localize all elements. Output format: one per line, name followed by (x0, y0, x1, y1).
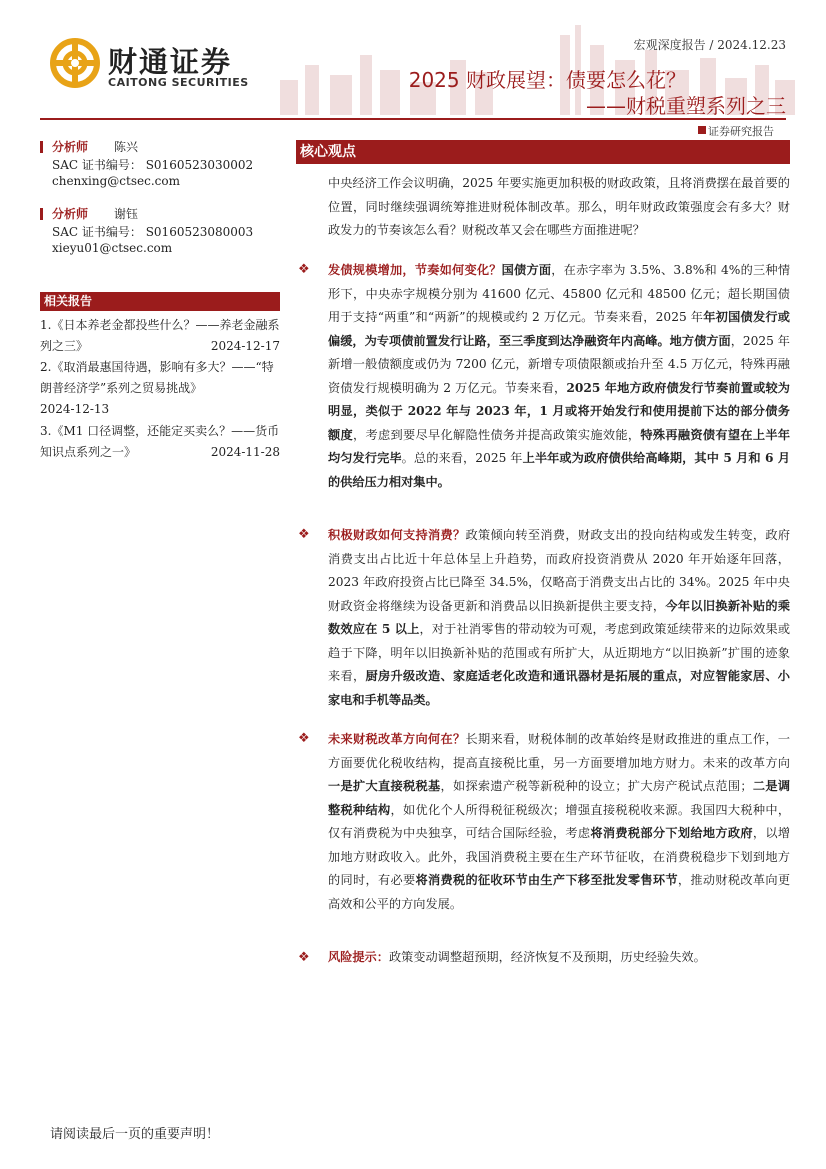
analyst-name: 陈兴 (114, 140, 139, 154)
analyst-email[interactable]: xieyu01@ctsec.com (52, 241, 173, 255)
related-reports-heading: 相关报告 (40, 292, 280, 311)
header-divider (40, 118, 786, 120)
related-report-date: 2024-11-28 (210, 445, 280, 459)
section-heading: 发债规模增加，节奏如何变化？ (328, 263, 502, 277)
logo-english-name: CAITONG SECURITIES (108, 76, 249, 89)
related-report-date: 2024-12-13 (40, 402, 110, 416)
section-risk-warning: 风险提示：政策变动调整超预期，经济恢复不及预期，历史经验失效。 (328, 950, 706, 964)
related-report-item[interactable] (40, 421, 280, 463)
report-title: 2025 财政展望：债要怎么花？ (408, 68, 686, 92)
section-heading: 风险提示： (328, 950, 389, 964)
intro-paragraph: 中央经济工作会议明确，2025 年要实施更加积极的财政政策，且将消费摆在最首要的位置，同时继续强调统筹推进财税体制改革。那么，明年财政政策强度会有多大？财政发力的节奏该怎么看？财税改革又会在哪些方面推进呢？ (328, 176, 790, 237)
related-report-title: 3.《M1 口径调整，还能定买卖么？——货币知识点系列之一》 (40, 424, 280, 459)
report-category-date: 宏观深度报告 / 2024.12.23 (633, 38, 786, 52)
core-viewpoints-heading: 核心观点 (296, 140, 790, 164)
related-report-item[interactable] (40, 357, 280, 420)
analyst-bar (40, 141, 43, 153)
footer-disclaimer-note: 请阅读最后一页的重要声明！ (50, 1127, 220, 1142)
report-type-marker-icon (698, 126, 706, 134)
section-consumption-support: 积极财政如何支持消费？政策倾向转至消费，财政支出的投向结构或发生转变，政府消费支出占比近十年总体呈上升趋势，而政府投资消费从 2020 年开始逐年回落，2023 年政府投资占比已降至 34.5%，仅略高于消费支出占比的 34%。2025 年中央财政资金将继续为设备更新和消费品以旧换新提供主要支持，今年以旧换新补贴的乘数效应在 5 以上，对于社消零售的带动较为可观，考虑到政策延续带来的边际效果或趋于下降，明年以旧换新补贴的范围或有所扩大，从近期地方“以旧换新”扩围的迹象来看，厨房升级改造、家庭适老化改造和通讯器材是拓展的重点，对应智能家居、小家电和手机等品类。 (328, 528, 791, 707)
section-tax-reform: 未来财税改革方向何在？长期来看，财税体制的改革始终是财政推进的重点工作，一方面要优化税收结构，提高直接税比重，另一方面要增加地方财力。未来的改革方向一是扩大直接税税基，如探索遗产税等新税种的设立；扩大房产税试点范围；二是调整税种结构，如优化个人所得税征税级次；增强直接税税收来源。我国四大税种中，仅有消费税为中央独享，可结合国际经验，考虑将消费税部分下划给地方政府，以增加地方财政收入。此外，我国消费税主要在生产环节征收，在消费税稳步下划到地方的同时，有必要将消费税的征收环节由生产下移至批发零售环节，推动财税改革向更高效和公平的方向发展。 (328, 732, 791, 911)
company-logo (50, 38, 250, 94)
related-report-title: 2.《取消最惠国待遇，影响有多大？——“特朗普经济学”系列之贸易挑战》 (40, 360, 274, 395)
caitong-logo-icon (50, 38, 100, 88)
diamond-bullet-icon: ❖ (298, 262, 310, 277)
section-debt-issuance: 发债规模增加，节奏如何变化？国债方面，在赤字率为 3.5%、3.8%和 4%的三种情形下，中央赤字规模分别为 41600 亿元、45800 亿元和 48500 亿元；超长期国债用于支持“两重”和“两新”的规模或约 2 万亿元。节奏来看，2025 年年初国债发行或偏缓，为专项债前置发行让路，至三季度到达净融资年内高峰。地方债方面，2025 年新增一般债额度或仍为 7200 亿元，新增专项债限额或抬升至 4.5 万亿元，特殊再融资债发行规模明确为 2 万亿元。节奏来看，2025 年地方政府债发行节奏前置或较为明显，类似于 2022 年与 2023 年，1 月或将开始发行和使用提前下达的部分债务额度，考虑到要尽早化解隐性债务并提高政策实施效能，特殊再融资债有望在上半年均匀发行完毕。总的来看，2025 年上半年或为政府债供给高峰期，其中 5 月和 6 月的供给压力相对集中。 (328, 263, 791, 489)
diamond-bullet-icon: ❖ (298, 527, 310, 542)
analyst-card (40, 206, 280, 258)
section-heading: 积极财政如何支持消费？ (328, 528, 466, 542)
related-report-title: 1.《日本养老金都投些什么？——养老金融系列之三》 (40, 318, 280, 353)
analyst-bar (40, 208, 43, 220)
logo-chinese-name: 财通证券 (108, 45, 233, 79)
analyst-sac-number: SAC 证书编号： S0160523030002 (52, 158, 254, 172)
section-heading: 未来财税改革方向何在？ (328, 732, 466, 746)
analyst-role: 分析师 (52, 140, 89, 154)
analyst-card (40, 139, 280, 191)
analyst-name: 谢钰 (114, 207, 139, 221)
related-report-date: 2024-12-17 (210, 339, 280, 353)
diamond-bullet-icon: ❖ (298, 731, 310, 746)
report-type-label: 证券研究报告 (708, 125, 774, 138)
report-subtitle: ——财税重塑系列之三 (586, 94, 786, 118)
related-report-item[interactable] (40, 315, 280, 357)
analyst-sac-number: SAC 证书编号： S0160523080003 (52, 225, 254, 239)
analyst-role: 分析师 (52, 207, 89, 221)
diamond-bullet-icon: ❖ (298, 950, 310, 965)
analyst-email[interactable]: chenxing@ctsec.com (52, 174, 180, 188)
